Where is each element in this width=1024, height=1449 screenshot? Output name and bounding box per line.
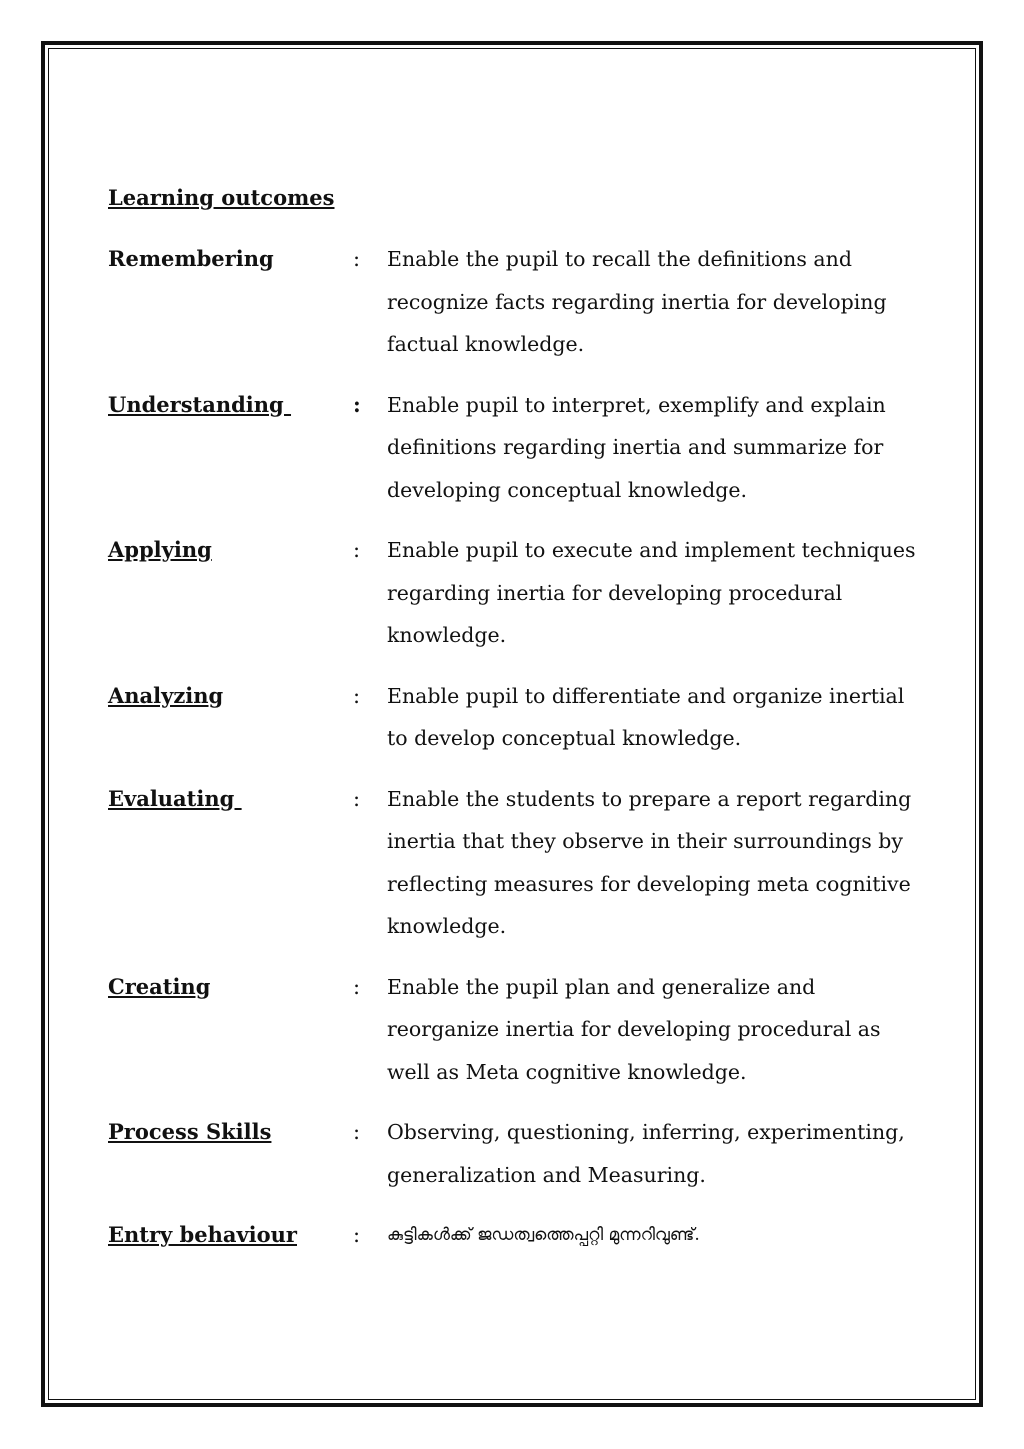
outcome-label: Entry behaviour [108, 1222, 297, 1247]
outcome-text: Enable the pupil to recall the definitions and recognize facts regarding inertia for developing factual knowledge. [387, 247, 887, 356]
outcome-process-skills [108, 1111, 928, 1196]
outcome-label: Understanding [108, 391, 292, 417]
outcome-label: Remembering [108, 246, 274, 271]
outcome-label: Creating [108, 973, 211, 999]
outcome-text: Enable pupil to execute and implement techniques regarding inertia for developing procedural knowledge. [387, 538, 916, 647]
outcome-text: Enable pupil to differentiate and organize inertial to develop conceptual knowledge. [387, 683, 905, 750]
outcome-text: Enable the students to prepare a report regarding inertia that they observe in their surroundings by reflecting measures for developing meta cognitive knowledge. [387, 786, 912, 938]
outcome-creating [108, 966, 928, 1094]
outcome-colon: : [353, 247, 361, 271]
outcome-text: Enable pupil to interpret, exemplify and explain definitions regarding inertia and summarize for developing conceptual knowledge. [387, 392, 886, 502]
outcome-text: കുട്ടികൾക്ക് ജഡത്വത്തെപ്പറ്റി മുന്നറിവുണ്ട്. [387, 1225, 700, 1245]
outcome-entry-behaviour [108, 1214, 928, 1257]
outcome-text: Enable the pupil plan and generalize and reorganize inertia for developing procedural as well as Meta cognitive knowledge. [387, 974, 881, 1084]
outcome-colon: : [353, 1120, 361, 1144]
outcome-applying [108, 529, 928, 657]
outcome-colon: : [353, 1223, 361, 1247]
outcome-label: Process Skills [108, 1119, 272, 1144]
outcome-colon: : [353, 538, 361, 562]
outcome-text: Observing, questioning, inferring, experimenting, generalization and Measuring. [387, 1120, 905, 1187]
outcome-colon: : [353, 683, 361, 708]
outcome-evaluating [108, 778, 928, 948]
outcome-colon: : [353, 786, 361, 811]
outcome-colon: : [353, 391, 361, 417]
outcome-label: Analyzing [108, 682, 224, 708]
outcome-label: Evaluating [108, 785, 242, 811]
document-content [108, 180, 928, 1275]
outcome-analyzing [108, 675, 928, 760]
outcome-label: Applying [108, 537, 212, 562]
section-heading: Learning outcomes [108, 185, 335, 210]
outcome-understanding [108, 384, 928, 512]
outcome-remembering [108, 238, 928, 366]
outcome-colon: : [353, 974, 361, 999]
